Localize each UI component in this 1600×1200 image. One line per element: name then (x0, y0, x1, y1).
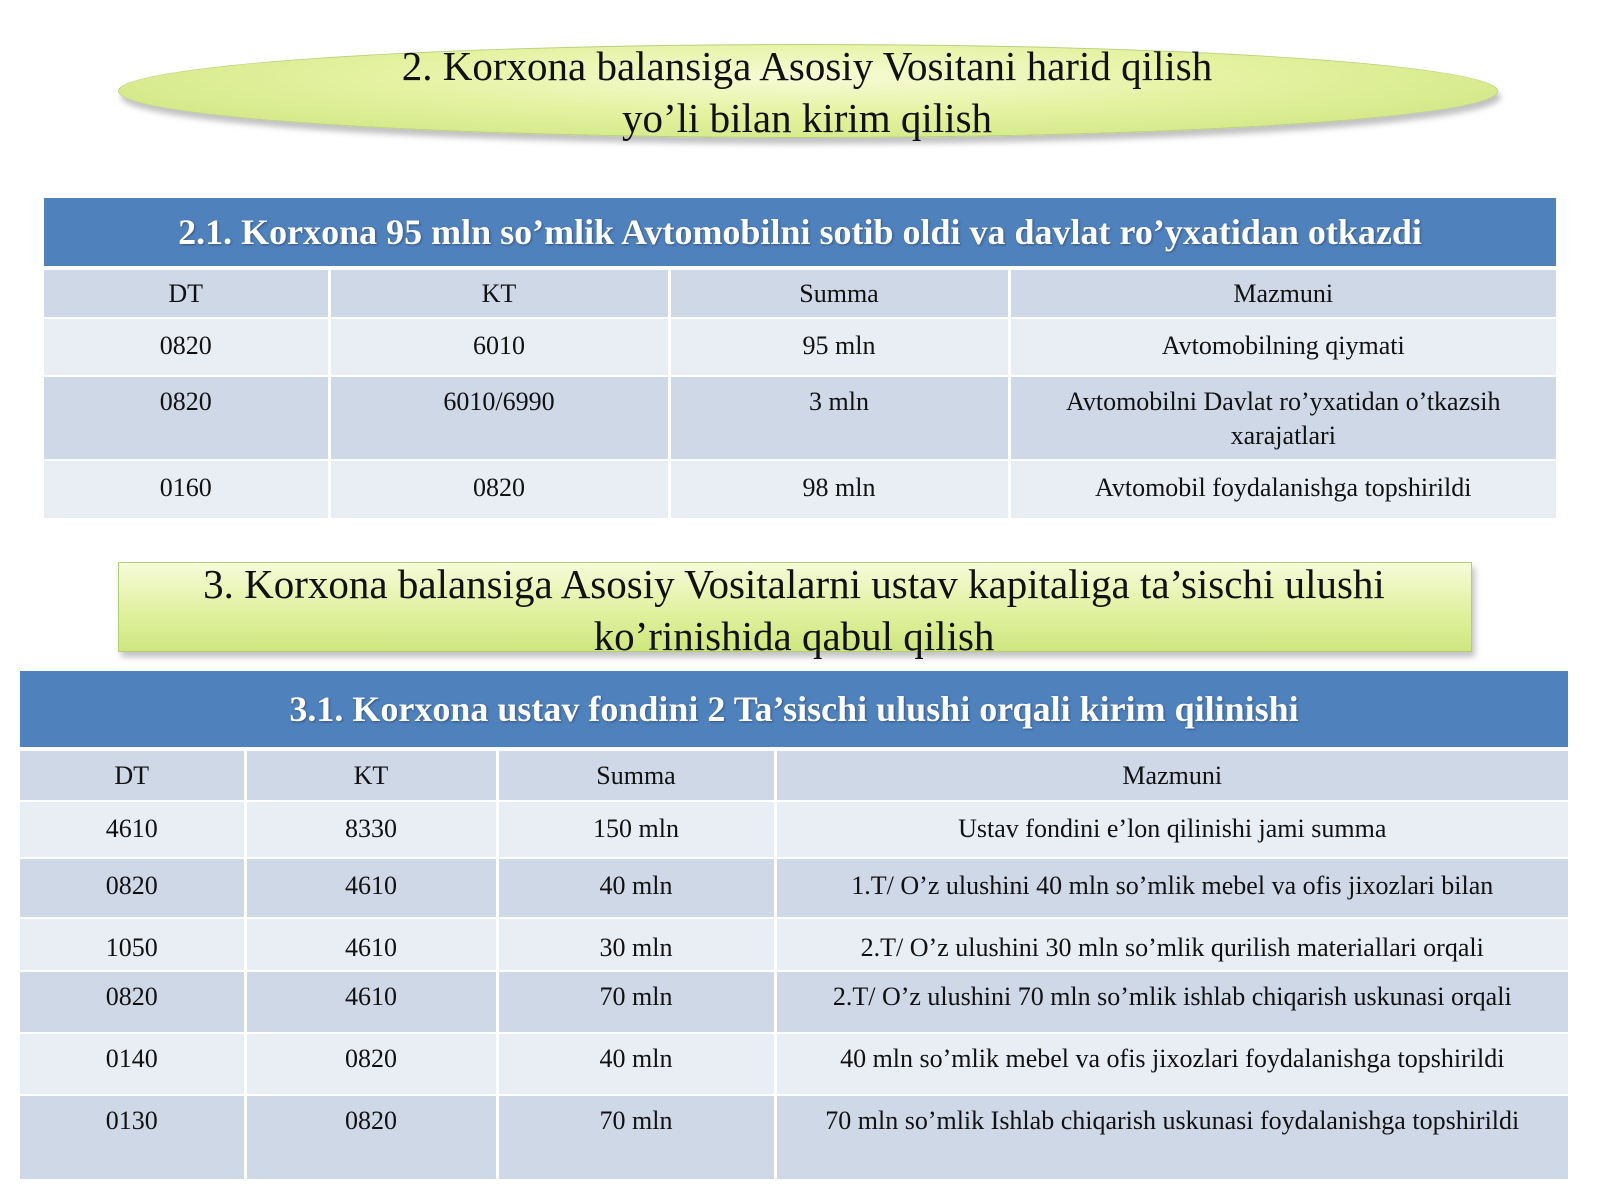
table-row (20, 1033, 1568, 1095)
table2-cell-mazmuni: Ustav fondini e’lon qilinishi jami summa (775, 801, 1568, 858)
table2-cell-dt: 0820 (20, 858, 245, 918)
table2-cell-kt: 4610 (245, 971, 497, 1033)
table-row (20, 918, 1568, 971)
table1 (44, 198, 1556, 518)
table1-cell-kt: 6010 (329, 318, 669, 376)
table1-cell-kt: 6010/6990 (329, 376, 669, 460)
table2-title: 3.1. Korxona ustav fondini 2 Ta’sischi ulushi orqali kirim qilinishi (20, 671, 1568, 749)
table1-cell-summa: 3 mln (669, 376, 1009, 460)
table2-cell-kt: 4610 (245, 918, 497, 971)
table2-header-dt: DT (20, 749, 245, 801)
section3-heading (118, 558, 1470, 662)
table1-cell-summa: 98 mln (669, 460, 1009, 518)
table2-cell-mazmuni: 40 mln so’mlik mebel va ofis jixozlari foydalanishga topshirildi (775, 1033, 1568, 1095)
table1-header-kt: KT (329, 268, 669, 318)
table-row (20, 801, 1568, 858)
table-row (44, 460, 1556, 518)
table2-cell-kt: 4610 (245, 858, 497, 918)
table2-cell-summa: 40 mln (497, 1033, 775, 1095)
table2-cell-mazmuni: 2.T/ O’z ulushini 70 mln so’mlik ishlab chiqarish uskunasi orqali (775, 971, 1568, 1033)
table1-cell-kt: 0820 (329, 460, 669, 518)
table1-cell-mazmuni: Avtomobilning qiymati (1009, 318, 1556, 376)
section2-heading-line2: yo’li bilan kirim qilish (621, 95, 993, 141)
table2-header-kt: KT (245, 749, 497, 801)
section2-heading (118, 40, 1496, 144)
table-row (20, 858, 1568, 918)
table2-cell-summa: 150 mln (497, 801, 775, 858)
table2-cell-mazmuni: 70 mln so’mlik Ishlab chiqarish uskunasi foydalanishga topshirildi (775, 1095, 1568, 1179)
table1-cell-mazmuni: Avtomobil foydalanishga topshirildi (1009, 460, 1556, 518)
table2-cell-summa: 40 mln (497, 858, 775, 918)
table1-cell-dt: 0160 (44, 460, 329, 518)
table1-cell-mazmuni: Avtomobilni Davlat ro’yxatidan o’tkazsih xarajatlari (1009, 376, 1556, 460)
table-row (44, 318, 1556, 376)
table2-cell-kt: 0820 (245, 1033, 497, 1095)
table1-cell-summa: 95 mln (669, 318, 1009, 376)
table-row (20, 1095, 1568, 1179)
table2-cell-kt: 8330 (245, 801, 497, 858)
table2-cell-dt: 1050 (20, 918, 245, 971)
table1-header-mazmuni: Mazmuni (1009, 268, 1556, 318)
table2-cell-dt: 0140 (20, 1033, 245, 1095)
table2-cell-summa: 70 mln (497, 971, 775, 1033)
table2 (20, 671, 1568, 1179)
table1-header-summa: Summa (669, 268, 1009, 318)
table2-cell-kt: 0820 (245, 1095, 497, 1179)
table2-cell-summa: 70 mln (497, 1095, 775, 1179)
table2-header-mazmuni: Mazmuni (775, 749, 1568, 801)
section3-heading-line1: 3. Korxona balansiga Asosiy Vositalarni ustav kapitaliga ta’sischi ulushi (203, 561, 1385, 607)
table2-cell-summa: 30 mln (497, 918, 775, 971)
table2-cell-dt: 0130 (20, 1095, 245, 1179)
table2-cell-dt: 4610 (20, 801, 245, 858)
table-row (44, 376, 1556, 460)
table2-cell-mazmuni: 1.T/ O’z ulushini 40 mln so’mlik mebel va ofis jixozlari bilan (775, 858, 1568, 918)
table1-cell-dt: 0820 (44, 318, 329, 376)
table-row (20, 971, 1568, 1033)
table2-cell-mazmuni: 2.T/ O’z ulushini 30 mln so’mlik qurilish materiallari orqali (775, 918, 1568, 971)
table1-header-dt: DT (44, 268, 329, 318)
section2-heading-line1: 2. Korxona balansiga Asosiy Vositani harid qilish (401, 43, 1213, 89)
table1-cell-dt: 0820 (44, 376, 329, 460)
table2-header-summa: Summa (497, 749, 775, 801)
section3-heading-line2: ko’rinishida qabul qilish (593, 613, 995, 659)
table2-cell-dt: 0820 (20, 971, 245, 1033)
table1-title: 2.1. Korxona 95 mln so’mlik Avtomobilni sotib oldi va davlat ro’yxatidan otkazdi (44, 198, 1556, 268)
